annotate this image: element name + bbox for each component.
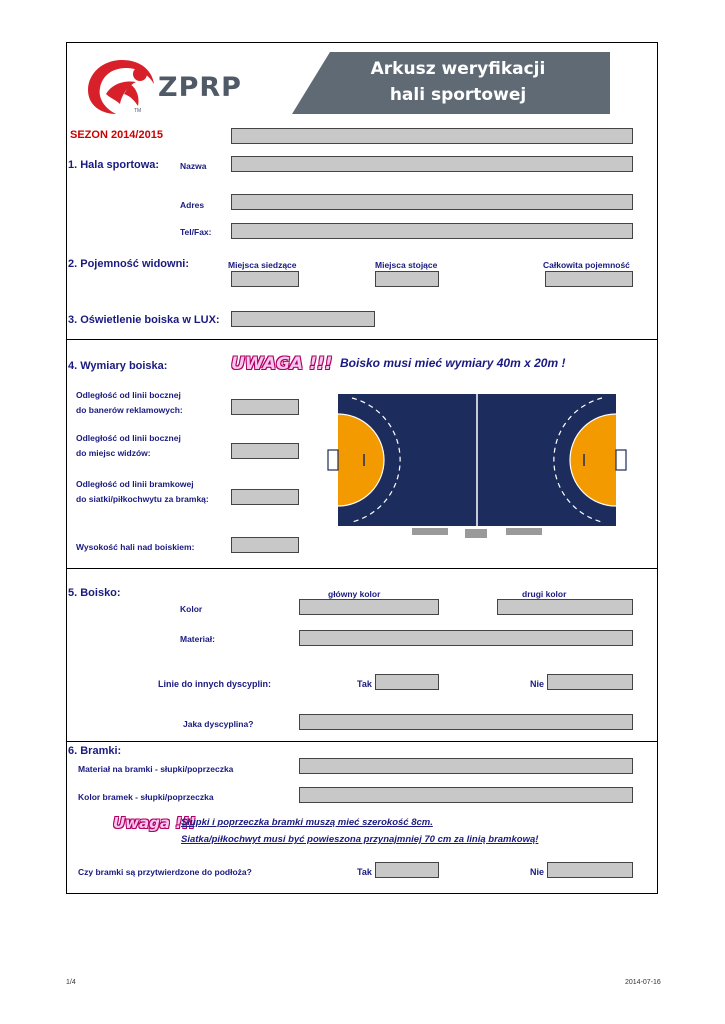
goal-net-distance-input[interactable] (231, 489, 299, 505)
section-5-title: 5. Boisko: (68, 587, 121, 599)
handball-court-diagram (322, 392, 628, 540)
other-lines-yes-input[interactable] (375, 674, 439, 690)
section-1-title: 1. Hala sportowa: (68, 159, 160, 171)
standing-input[interactable] (375, 271, 439, 287)
goal-color-input[interactable] (299, 787, 633, 803)
spectator-distance-input[interactable] (231, 443, 299, 459)
main-color-input[interactable] (299, 599, 439, 615)
court-material-label: Materiał: (180, 634, 215, 644)
goal-material-label: Materiał na bramki - słupki/poprzeczka (78, 764, 234, 774)
warning-badge-court: UWAGA !!! (231, 354, 333, 374)
goal-fixed-no-label: Nie (530, 867, 545, 877)
season-input[interactable] (231, 128, 633, 144)
hall-phone-input[interactable] (231, 223, 633, 239)
title-line-1: Arkusz weryfikacji (370, 59, 546, 79)
goal-net-distance-label-2: do siatki/piłkochwytu za bramką: (76, 494, 209, 504)
hall-name-input[interactable] (231, 156, 633, 172)
goal-color-label: Kolor bramek - słupki/poprzeczka (78, 792, 214, 802)
ads-distance-label-2: do banerów reklamowych: (76, 405, 183, 415)
goal-material-input[interactable] (299, 758, 633, 774)
lighting-lux-input[interactable] (231, 311, 375, 327)
goal-fixed-yes-label: Tak (357, 867, 372, 877)
seated-input[interactable] (231, 271, 299, 287)
main-color-label: główny kolor (328, 589, 381, 599)
hall-address-input[interactable] (231, 194, 633, 210)
second-color-label: drugi kolor (522, 589, 567, 599)
goal-net-distance-label-1: Odległość od linii bramkowej (76, 479, 194, 489)
other-lines-no-input[interactable] (547, 674, 633, 690)
court-material-input[interactable] (299, 630, 633, 646)
other-lines-yes-label: Tak (357, 679, 372, 689)
discipline-input[interactable] (299, 714, 633, 730)
second-color-input[interactable] (497, 599, 633, 615)
document-date: 2014-07-16 (625, 979, 661, 986)
total-capacity-input[interactable] (545, 271, 633, 287)
divider-section-4 (66, 339, 658, 340)
divider-section-6 (66, 741, 658, 742)
section-4-title: 4. Wymiary boiska: (68, 360, 168, 372)
section-3-title: 3. Oświetlenie boiska w LUX: (68, 314, 220, 326)
goal-net-warning: Siatka/piłkochwyt musi być powieszona przynajmniej 70 cm za linią bramkową! (181, 834, 539, 845)
logo-trademark: TM (134, 108, 142, 114)
hall-height-label: Wysokość hali nad boiskiem: (76, 542, 195, 552)
ads-distance-input[interactable] (231, 399, 299, 415)
hall-name-label: Nazwa (180, 161, 207, 171)
section-6-title: 6. Bramki: (68, 745, 122, 757)
title-line-2: hali sportowej (389, 85, 527, 105)
goal-fixed-no-input[interactable] (547, 862, 633, 878)
hall-height-input[interactable] (231, 537, 299, 553)
goal-width-warning: Słupki i poprzeczka bramki muszą mieć szerokość 8cm. (181, 817, 433, 828)
total-capacity-label: Całkowita pojemność (543, 260, 630, 270)
hall-address-label: Adres (180, 200, 205, 210)
hall-phone-label: Tel/Fax: (180, 227, 212, 237)
other-lines-label: Linie do innych dyscyplin: (158, 679, 272, 689)
logo-text: ZPRP (158, 72, 242, 103)
spectator-distance-label-2: do miejsc widzów: (76, 448, 151, 458)
section-2-title: 2. Pojemność widowni: (68, 258, 190, 270)
warning-badge-goals: Uwaga !!! (113, 814, 196, 832)
court-color-label: Kolor (180, 604, 203, 614)
seated-label: Miejsca siedzące (228, 260, 297, 270)
page-number: 1/4 (66, 979, 76, 986)
spectator-distance-label-1: Odległość od linii bocznej (76, 433, 181, 443)
court-size-warning: Boisko musi mieć wymiary 40m x 20m ! (340, 356, 566, 370)
discipline-label: Jaka dyscyplina? (183, 719, 254, 729)
season-label: SEZON 2014/2015 (70, 129, 163, 141)
goal-fixed-yes-input[interactable] (375, 862, 439, 878)
divider-section-5 (66, 568, 658, 569)
ads-distance-label-1: Odległość od linii bocznej (76, 390, 181, 400)
other-lines-no-label: Nie (530, 679, 545, 689)
standing-label: Miejsca stojące (375, 260, 438, 270)
goal-fixed-label: Czy bramki są przytwierdzone do podłoża? (78, 867, 252, 877)
zprp-logo-icon (84, 54, 160, 118)
